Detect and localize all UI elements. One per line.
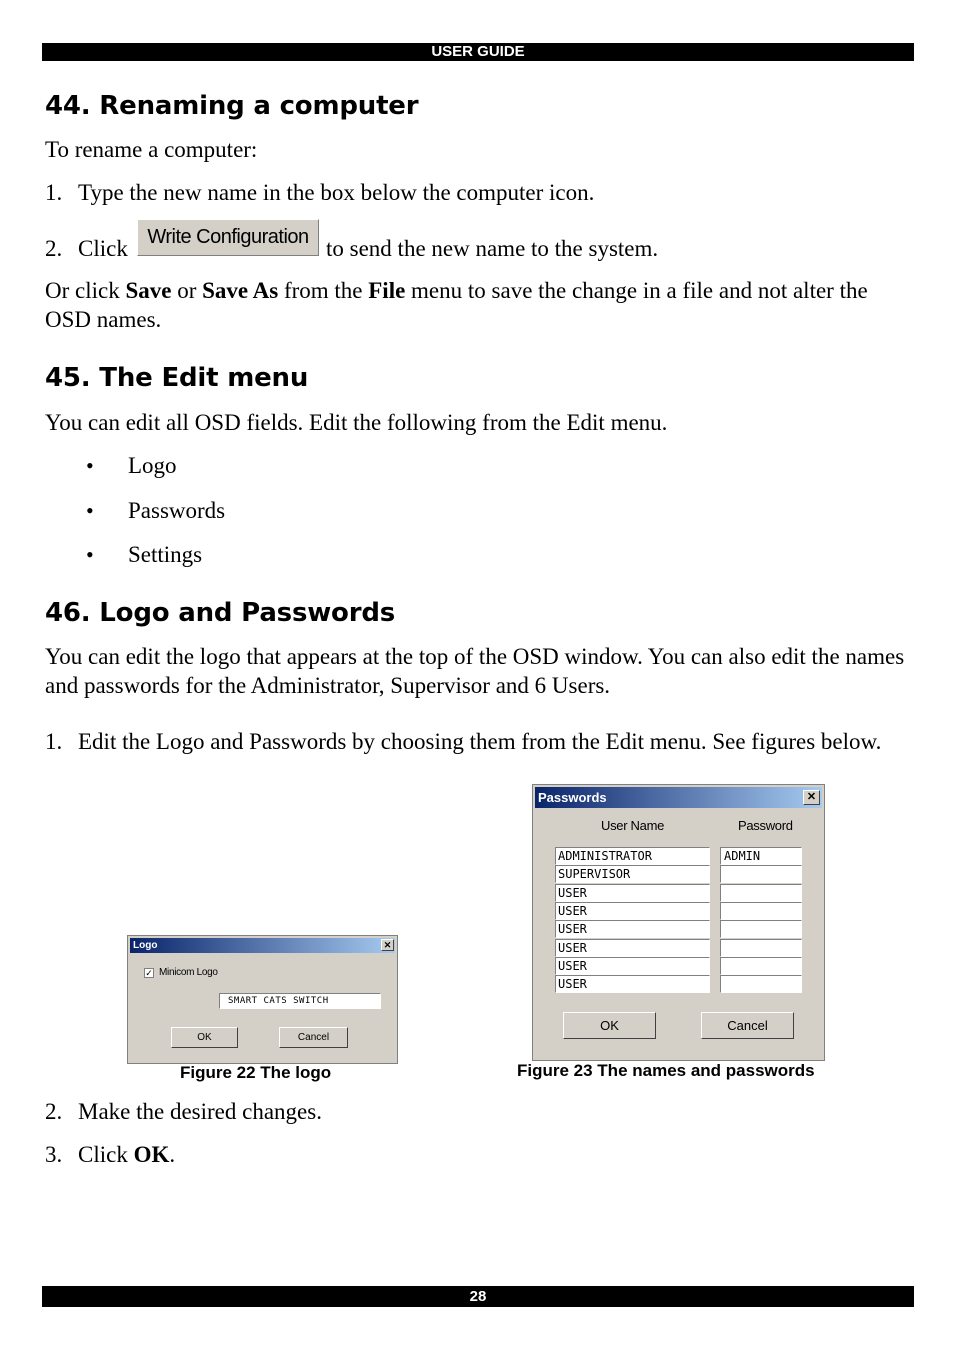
user-name-field[interactable]: USER bbox=[555, 920, 710, 938]
user-name-field[interactable]: USER bbox=[555, 975, 710, 993]
user-name-field[interactable]: USER bbox=[555, 939, 710, 957]
bullet-icon: • bbox=[86, 498, 94, 523]
logo-step1-text: Edit the Logo and Passwords by choosing them from the Edit menu. See figures below. bbox=[78, 729, 882, 754]
passwords-dialog-title: Passwords bbox=[538, 790, 607, 805]
edit-item-logo: Logo bbox=[128, 453, 177, 478]
bullet-icon: • bbox=[86, 453, 94, 478]
save-menu-ref: Save bbox=[125, 278, 172, 303]
logo-text-input[interactable]: SMART CATS SWITCH bbox=[219, 993, 381, 1009]
header-bar bbox=[42, 43, 914, 61]
rename-intro: To rename a computer: bbox=[45, 137, 258, 162]
passwords-dialog-titlebar bbox=[535, 787, 822, 808]
figure-23-caption: Figure 23 The names and passwords bbox=[517, 1061, 815, 1080]
user-name-field[interactable]: USER bbox=[555, 884, 710, 902]
bullet-icon: • bbox=[86, 542, 94, 567]
footer-bar bbox=[42, 1286, 914, 1307]
rename-step2-number: 2. bbox=[45, 236, 63, 261]
user-name-field[interactable]: SUPERVISOR bbox=[555, 865, 710, 883]
logo-cancel-button[interactable]: Cancel bbox=[279, 1027, 348, 1048]
rename-or-click-paragraph: Or click Save or Save As from the File menu to save the change in a file and not alter the OSD names. bbox=[45, 278, 868, 332]
logo-step2-text: Make the desired changes. bbox=[78, 1099, 322, 1124]
user-name-field[interactable]: USER bbox=[555, 902, 710, 920]
figure-22-caption: Figure 22 The logo bbox=[180, 1063, 332, 1082]
password-field[interactable] bbox=[720, 884, 802, 902]
password-field[interactable] bbox=[720, 902, 802, 920]
write-configuration-button[interactable]: Write Configuration bbox=[137, 219, 319, 256]
user-name-field[interactable]: ADMINISTRATOR bbox=[555, 847, 710, 865]
user-name-column-header: User Name bbox=[601, 818, 665, 833]
logo-step3-number: 3. bbox=[45, 1142, 63, 1167]
password-field[interactable] bbox=[720, 975, 802, 993]
logo-ok-button[interactable]: OK bbox=[171, 1027, 238, 1048]
logo-passwords-intro: You can edit the logo that appears at the top of the OSD window. You can also edit the names and passwords for the Administrator, Supervisor and 6 Users. bbox=[45, 644, 905, 698]
minicom-logo-label: Minicom Logo bbox=[159, 967, 218, 978]
passwords-ok-button[interactable]: OK bbox=[563, 1012, 656, 1039]
password-field[interactable]: ADMIN bbox=[720, 847, 802, 865]
password-field[interactable] bbox=[720, 939, 802, 957]
logo-dialog-titlebar bbox=[130, 938, 395, 953]
edit-item-passwords: Passwords bbox=[128, 498, 226, 523]
edit-item-settings: Settings bbox=[128, 542, 203, 567]
passwords-cancel-button[interactable]: Cancel bbox=[701, 1012, 794, 1039]
passwords-dialog bbox=[532, 784, 825, 1061]
close-icon[interactable]: ✕ bbox=[381, 939, 394, 951]
section-46-heading: 46. Logo and Passwords bbox=[45, 598, 396, 628]
logo-step1-number: 1. bbox=[45, 729, 63, 754]
section-45-heading: 45. The Edit menu bbox=[45, 363, 309, 393]
password-field[interactable] bbox=[720, 920, 802, 938]
logo-step2-number: 2. bbox=[45, 1099, 63, 1124]
rename-step1-text: Type the new name in the box below the computer icon. bbox=[78, 180, 595, 205]
header-title: USER GUIDE bbox=[431, 43, 525, 60]
password-field[interactable] bbox=[720, 865, 802, 883]
close-icon[interactable]: ✕ bbox=[803, 790, 820, 805]
rename-step2-rest: to send the new name to the system. bbox=[326, 236, 659, 261]
logo-step3-text: Click OK. bbox=[78, 1142, 176, 1167]
edit-menu-intro: You can edit all OSD fields. Edit the following from the Edit menu. bbox=[45, 410, 668, 435]
section-44-heading: 44. Renaming a computer bbox=[45, 91, 419, 121]
password-column-header: Password bbox=[738, 818, 793, 833]
page-number: 28 bbox=[469, 1288, 487, 1305]
ok-ref: OK bbox=[133, 1142, 170, 1167]
logo-dialog bbox=[127, 935, 398, 1064]
minicom-logo-checkbox[interactable]: ✓ bbox=[145, 968, 153, 978]
save-as-menu-ref: Save As bbox=[202, 278, 279, 303]
rename-step1-number: 1. bbox=[45, 180, 63, 205]
logo-dialog-title: Logo bbox=[133, 940, 158, 951]
password-field[interactable] bbox=[720, 957, 802, 975]
file-menu-ref: File bbox=[368, 278, 406, 303]
user-name-field[interactable]: USER bbox=[555, 957, 710, 975]
rename-step2-click: Click bbox=[78, 236, 128, 261]
